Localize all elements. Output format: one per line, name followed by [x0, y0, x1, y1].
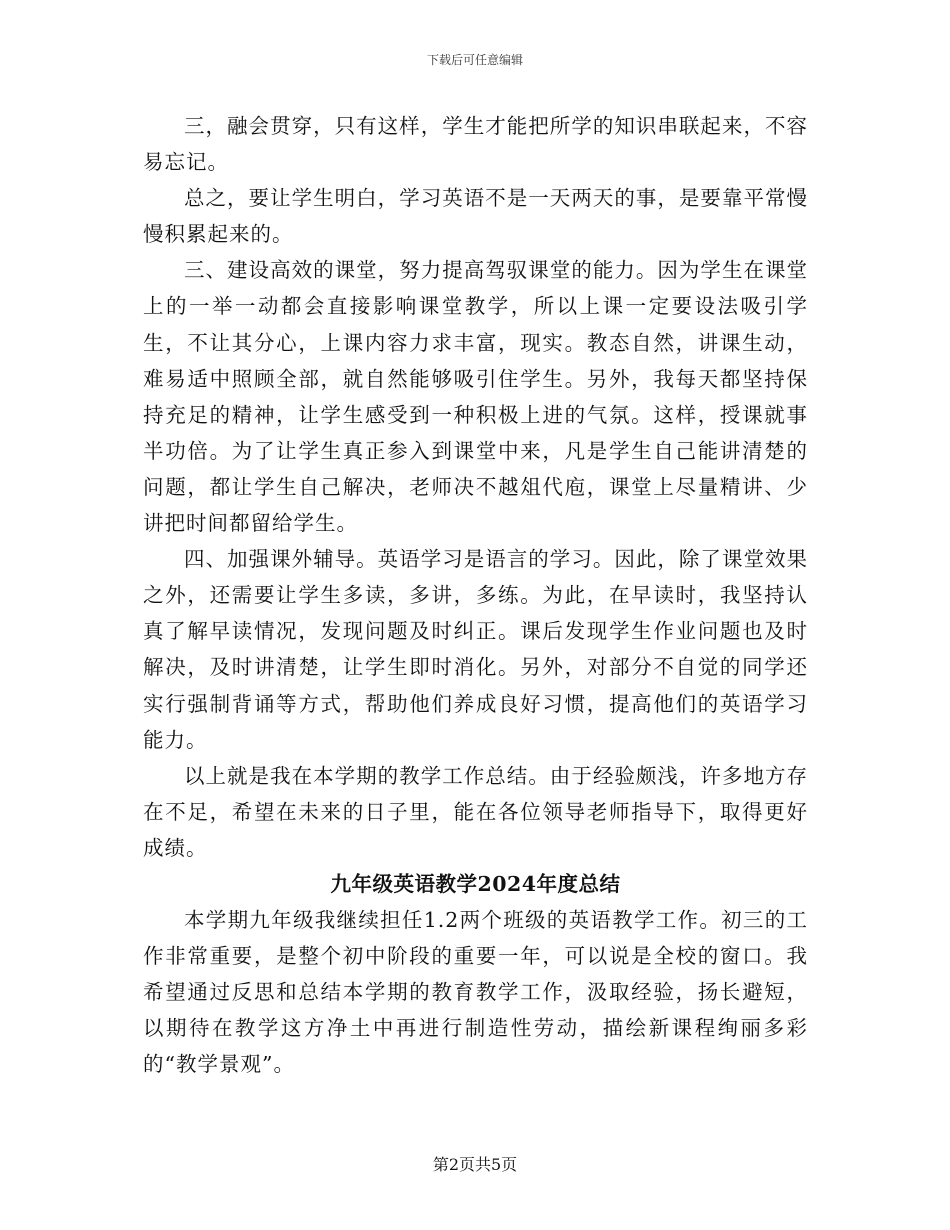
paragraph-extracurricular-tutoring: 四、加强课外辅导。英语学习是语言的学习。因此，除了课堂效果之外，还需要让学生多读，多讲，多练。为此，在早读时，我坚持认真了解早读情况，发现问题及时纠正。课后发现学生作业问题也及时解决，及时讲清楚，让学生即时消化。另外，对部分不自觉的同学还实行强制背诵等方式，帮助他们养成良好习惯，提高他们的英语学习能力。	[143, 547, 808, 752]
section-title: 九年级英语教学2024年度总结	[330, 871, 621, 896]
paragraph-summary: 总之，要让学生明白，学习英语不是一天两天的事，是要靠平常慢慢积累起来的。	[143, 186, 808, 247]
paragraph-efficient-classroom: 三、建设高效的课堂，努力提高驾驭课堂的能力。因为学生在课堂上的一举一动都会直接影响课堂教学，所以上课一定要设法吸引学生，不让其分心，上课内容力求丰富，现实。教态自然，讲课生动，难易适中照顾全部，就自然能够吸引住学生。另外，我每天都坚持保持充足的精神，让学生感受到一种积极上进的气氛。这样，授课就事半功倍。为了让学生真正参入到课堂中来，凡是学生自己能讲清楚的问题，都让学生自己解决，老师决不越俎代庖，课堂上尽量精讲、少讲把时间都留给学生。	[143, 258, 808, 536]
document-body	[143, 108, 808, 1083]
page-header: 下载后可任意编辑	[426, 53, 523, 67]
paragraph-integration: 三，融会贯穿，只有这样，学生才能把所学的知识串联起来，不容易忘记。	[143, 114, 808, 175]
section-intro-paragraph: 本学期九年级我继续担任1.2两个班级的英语教学工作。初三的工作非常重要，是整个初中阶段的重要一年，可以说是全校的窗口。我希望通过反思和总结本学期的教育教学工作，汲取经验，扬长避短，以期待在教学这方净土中再进行制造性劳动，描绘新课程绚丽多彩的“教学景观”。	[143, 908, 808, 1077]
paragraph-conclusion: 以上就是我在本学期的教学工作总结。由于经验颇浅，许多地方存在不足，希望在未来的日子里，能在各位领导老师指导下，取得更好成绩。	[143, 763, 808, 860]
page-number: 第2页共5页	[432, 1155, 518, 1174]
